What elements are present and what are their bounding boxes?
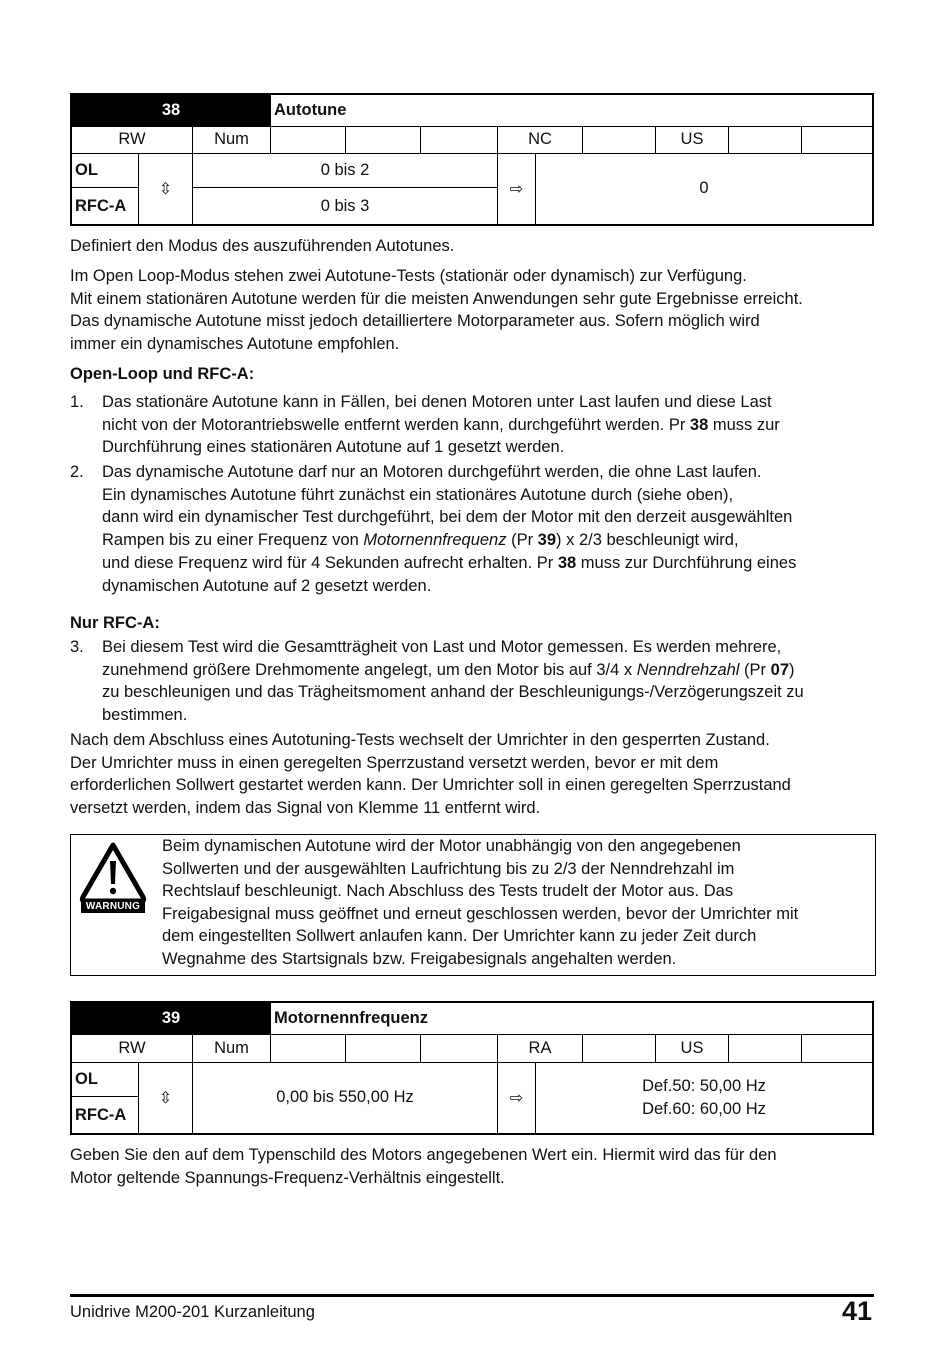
attr-cell: RW bbox=[118, 130, 146, 148]
paragraph bbox=[70, 1144, 880, 1189]
range-updown-icon: ⇳ bbox=[138, 1062, 192, 1133]
text-line: dynamischen Autotune auf 2 gesetzt werden. bbox=[102, 576, 432, 595]
text-line: Ein dynamisches Autotune führt zunächst ein stationäres Autotune durch (siehe oben), bbox=[102, 485, 734, 504]
param-number: 39 bbox=[72, 1003, 270, 1034]
list-number: 1. bbox=[70, 393, 84, 411]
mode-rfc-a: RFC-A bbox=[75, 196, 127, 215]
text-line: bestimmen. bbox=[102, 706, 188, 725]
list-number: 3. bbox=[70, 638, 84, 656]
attr-cell bbox=[582, 1034, 655, 1062]
text-line: und diese Frequenz wird für 4 Sekunden aufrecht erhalten. Pr bbox=[102, 553, 558, 572]
text-line: Der Umrichter muss in einen geregelten Sperrzustand versetzt werden, bevor er mit dem bbox=[70, 753, 719, 772]
attr-cell bbox=[270, 126, 345, 153]
default-value bbox=[535, 1062, 872, 1133]
mode-ol: OL bbox=[72, 1062, 138, 1097]
text-line: Das stationäre Autotune kann in Fällen, bei denen Motoren unter Last laufen und diese Last bbox=[102, 393, 772, 411]
text-line: erforderlichen Sollwert gestartet werden kann. Der Umrichter soll in einen geregelten Sperrzustand bbox=[70, 776, 791, 795]
attr-cell: RA bbox=[497, 1034, 582, 1062]
text-line: immer ein dynamisches Autotune empfohlen. bbox=[70, 335, 400, 354]
paragraph bbox=[70, 235, 880, 258]
warning-box bbox=[70, 834, 876, 976]
param-39-table bbox=[70, 1001, 874, 1135]
text-line: Nach dem Abschluss eines Autotuning-Tests wechselt der Umrichter in den gesperrten Zustand. bbox=[70, 731, 770, 749]
param-title: Motornennfrequenz bbox=[270, 1003, 872, 1034]
warning-label: WARNUNG bbox=[81, 901, 145, 913]
text-line: Das dynamische Autotune misst jedoch detailliertere Motorparameter aus. Sofern möglich wird bbox=[70, 312, 760, 331]
default-arrow-icon: ⇨ bbox=[497, 1062, 535, 1133]
list-number: 2. bbox=[70, 463, 84, 481]
text-line: Freigabesignal muss geöffnet und erneut geschlossen werden, bevor der Umrichter mit bbox=[162, 904, 799, 923]
attr-cell bbox=[728, 1034, 801, 1062]
text-line: Wegnahme des Startsignals bzw. Freigabesignals angehalten werden. bbox=[162, 949, 677, 968]
attr-cell bbox=[345, 126, 420, 153]
attr-cell bbox=[270, 1034, 345, 1062]
mode-ol: OL bbox=[72, 153, 138, 188]
range-updown-icon: ⇳ bbox=[138, 153, 192, 224]
attr-cell: US bbox=[655, 126, 728, 153]
attr-cell bbox=[420, 1034, 497, 1062]
default-arrow-icon: ⇨ bbox=[497, 153, 535, 224]
text-line: muss zur Durchführung eines bbox=[576, 553, 797, 572]
attr-cell bbox=[345, 1034, 420, 1062]
text-line: Beim dynamischen Autotune wird der Motor unabhängig von den angegebenen bbox=[162, 837, 741, 855]
text-line: dem eingestellten Sollwert anlaufen kann. Der Umrichter kann zu jeder Zeit durch bbox=[162, 927, 757, 946]
text-line: Bei diesem Test wird die Gesamtträgheit von Last und Motor gemessen. Es werden mehrere, bbox=[102, 638, 782, 656]
text-line: ) x 2/3 beschleunigt wird, bbox=[556, 531, 739, 550]
text-line: versetzt werden, indem das Signal von Klemme 11 entfernt wird. bbox=[70, 799, 541, 818]
mode-rfc-a: RFC-A bbox=[75, 1105, 127, 1124]
text-line: nicht von der Motorantriebswelle entfernt werden kann, durchgeführt werden. Pr bbox=[102, 415, 690, 434]
param-38-table bbox=[70, 93, 874, 226]
footer-rule bbox=[70, 1294, 874, 1297]
text-line: Mit einem stationären Autotune werden für die meisten Anwendungen sehr gute Ergebnisse erreicht. bbox=[70, 289, 803, 308]
text-line: Rampen bis zu einer Frequenz von bbox=[102, 531, 364, 550]
section-heading: Open-Loop und RFC-A: bbox=[70, 365, 255, 383]
footer-title: Unidrive M200-201 Kurzanleitung bbox=[70, 1303, 315, 1321]
param-ref: 07 bbox=[770, 660, 789, 679]
attr-cell: US bbox=[655, 1034, 728, 1062]
attr-cell bbox=[728, 126, 801, 153]
param-name: Motornennfrequenz bbox=[363, 531, 507, 550]
param-title: Autotune bbox=[270, 95, 872, 126]
param-ref: 38 bbox=[689, 415, 709, 434]
attr-cell bbox=[420, 126, 497, 153]
default-value: 0 bbox=[535, 153, 872, 224]
text-line: Rechtslauf beschleunigt. Nach Abschluss des Tests trudelt der Motor aus. Das bbox=[162, 882, 734, 901]
text-line: (Pr bbox=[506, 531, 538, 550]
range-rfc-value: 0 bis 3 bbox=[192, 188, 497, 224]
range-value: 0,00 bis 550,00 Hz bbox=[192, 1062, 497, 1133]
text-line: Das dynamische Autotune darf nur an Motoren durchgeführt werden, die ohne Last laufen. bbox=[102, 463, 762, 481]
warning-symbol bbox=[71, 835, 155, 975]
text-line: Definiert den Modus des auszuführenden Autotunes. bbox=[70, 237, 455, 255]
paragraph bbox=[70, 265, 880, 356]
text-line: dann wird ein dynamischer Test durchgeführt, bei dem der Motor mit den derzeit ausgewählten bbox=[102, 508, 793, 527]
text-line: Durchführung eines stationären Autotune auf 1 gesetzt werden. bbox=[102, 438, 565, 457]
attr-cell bbox=[801, 126, 872, 153]
page-number: 41 bbox=[841, 1296, 872, 1326]
text-line: Motor geltende Spannungs-Frequenz-Verhältnis eingestellt. bbox=[70, 1168, 505, 1187]
attr-cell: RW bbox=[118, 1038, 146, 1057]
paragraph bbox=[70, 729, 880, 820]
warning-triangle-icon bbox=[71, 839, 155, 929]
section-heading: Nur RFC-A: bbox=[70, 614, 160, 632]
default-50hz: Def.50: 50,00 Hz bbox=[642, 1076, 766, 1095]
text-line: Geben Sie den auf dem Typenschild des Motors angegebenen Wert ein. Hiermit wird das für den bbox=[70, 1146, 777, 1164]
range-ol-value: 0 bis 2 bbox=[192, 153, 497, 188]
text-line: (Pr bbox=[739, 660, 771, 679]
text-line: Sollwerten und der ausgewählten Laufrichtung bis zu 2/3 der Nenndrehzahl im bbox=[162, 859, 735, 878]
default-60hz: Def.60: 60,00 Hz bbox=[642, 1099, 766, 1118]
text-line: ) bbox=[789, 660, 795, 679]
param-number: 38 bbox=[72, 95, 270, 126]
param-name: Nenndrehzahl bbox=[636, 660, 740, 679]
warning-text bbox=[162, 835, 874, 971]
param-ref: 39 bbox=[537, 531, 557, 550]
attr-cell: NC bbox=[497, 126, 582, 153]
param-ref: 38 bbox=[557, 553, 577, 572]
text-line: zunehmend größere Drehmomente angelegt, um den Motor bis auf 3/4 x bbox=[102, 660, 637, 679]
attr-cell bbox=[582, 126, 655, 153]
text-line: muss zur bbox=[708, 415, 780, 434]
text-line: zu beschleunigen und das Trägheitsmoment anhand der Beschleunigungs-/Verzögerungszeit zu bbox=[102, 683, 804, 702]
attr-cell: Num bbox=[192, 126, 270, 153]
attr-cell bbox=[801, 1034, 872, 1062]
attr-cell: Num bbox=[192, 1034, 270, 1062]
text-line: Im Open Loop-Modus stehen zwei Autotune-Tests (stationär oder dynamisch) zur Verfügung. bbox=[70, 267, 747, 285]
